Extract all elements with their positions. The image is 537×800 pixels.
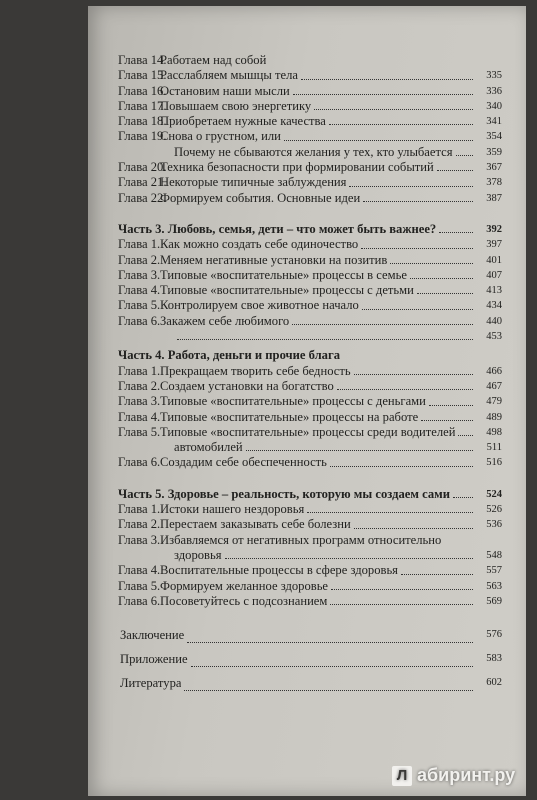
leader-dots [225, 558, 473, 559]
chapter-number: Глава 2. [118, 252, 161, 267]
chapter-number: Глава 4. [118, 563, 161, 578]
chapter-number: Глава 22. [118, 190, 167, 205]
entry-label [118, 129, 281, 144]
page-number: 511 [486, 442, 502, 454]
chapter-number: Глава 14. [118, 53, 167, 67]
leader-dots [187, 642, 473, 643]
page-number: 440 [486, 315, 502, 327]
part-title: Часть 5. Здоровье – реальность, которую мы создаем сами [118, 486, 450, 501]
leader-dots [330, 466, 473, 467]
toc-entry [118, 563, 502, 578]
page-number: 563 [486, 580, 502, 592]
toc-entry [118, 379, 502, 394]
entry-title: Расслабляем мышцы тела [160, 68, 298, 83]
entry-label [118, 68, 298, 83]
toc-entry [118, 440, 502, 455]
entry-label [118, 594, 327, 609]
chapter-number: Глава 5. [118, 578, 161, 593]
entry-title: Работаем над собой [160, 53, 267, 67]
entry-label [118, 425, 455, 440]
toc-part-5 [118, 487, 502, 502]
leader-dots [246, 450, 473, 451]
part-title: Часть 4. Работа, деньги и прочие блага [118, 348, 340, 363]
entry-label [118, 145, 453, 160]
leader-dots [330, 604, 473, 605]
entry-label [118, 84, 290, 99]
entry-label [118, 533, 441, 548]
leader-dots [437, 170, 473, 171]
page-number: 498 [486, 426, 502, 438]
entry-label [118, 563, 398, 578]
chapter-number: Глава 2. [118, 517, 161, 532]
toc-entry [118, 533, 502, 548]
entry-label [118, 647, 188, 671]
entry-title: Некоторые типичные заблуждения [160, 175, 347, 190]
page-number: 576 [486, 629, 502, 641]
toc-entry [118, 425, 502, 440]
entry-title: Типовые «воспитательные» процессы с детьми [160, 283, 414, 298]
leader-dots [390, 263, 473, 264]
toc-entry [118, 579, 502, 594]
entry-title: Посоветуйтесь с подсознанием [160, 593, 328, 608]
leader-dots [331, 589, 473, 590]
page-number: 602 [486, 677, 502, 689]
entry-label [118, 623, 184, 647]
leader-dots [293, 94, 473, 95]
entry-title: Остановим наши мысли [160, 83, 290, 98]
toc-back-matter [118, 623, 502, 695]
toc-entry [118, 283, 502, 298]
chapter-number: Глава 6. [118, 313, 161, 328]
chapter-number: Глава 15. [118, 68, 167, 83]
entry-label [118, 379, 334, 394]
page-number: 387 [486, 192, 502, 204]
chapter-number: Глава 6. [118, 455, 161, 470]
toc-entry [118, 623, 502, 647]
toc-entry [118, 314, 502, 329]
entry-label [118, 298, 359, 313]
entry-title: Типовые «воспитательные» процессы с деньгами [160, 394, 426, 409]
leader-dots [191, 666, 473, 667]
toc-entry [118, 502, 502, 517]
leader-dots [284, 140, 473, 141]
toc-entry [118, 298, 502, 313]
page-number: 526 [486, 504, 502, 516]
toc-entry [118, 594, 502, 609]
page-number: 489 [486, 411, 502, 423]
entry-title: Как можно создать себе одиночество [160, 237, 359, 252]
entry-title: Создадим себе обеспеченность [160, 455, 327, 470]
entry-label [118, 160, 434, 175]
chapter-number: Глава 5. [118, 298, 161, 313]
chapter-number: Глава 17. [118, 98, 167, 113]
leader-dots [307, 512, 473, 513]
labirint-logo-icon: Л [392, 766, 412, 786]
toc-entry [118, 114, 502, 129]
chapter-number: Глава 21. [118, 175, 167, 190]
entry-title: Создаем установки на богатство [160, 378, 334, 393]
table-of-contents [118, 53, 502, 695]
entry-title: Типовые «воспитательные» процессы среди водителей [160, 424, 456, 439]
toc-entry [118, 253, 502, 268]
chapter-number: Глава 5. [118, 424, 161, 439]
page-number: 453 [486, 331, 502, 343]
leader-dots [301, 79, 473, 80]
page-number: 413 [486, 285, 502, 297]
toc-entry [118, 548, 502, 563]
entry-label [118, 237, 358, 252]
chapter-number: Глава 18. [118, 114, 167, 129]
entry-title: Техника безопасности при формировании событий [160, 160, 434, 175]
chapter-number: Глава 1. [118, 363, 161, 378]
leader-dots [417, 293, 473, 294]
leader-dots [362, 309, 473, 310]
entry-title: Контролируем свое животное начало [160, 298, 359, 313]
leader-dots [292, 324, 473, 325]
toc-block-part2-end [118, 53, 502, 206]
chapter-number: Глава 3. [118, 267, 161, 282]
chapter-number: Глава 1. [118, 502, 161, 517]
page-number: 397 [486, 239, 502, 251]
page-number: 354 [486, 131, 502, 143]
site-watermark [392, 765, 515, 786]
toc-entry [118, 410, 502, 425]
page-number: 479 [486, 396, 502, 408]
chapter-number: Глава 3. [118, 394, 161, 409]
chapter-number: Глава 4. [118, 409, 161, 424]
leader-dots [177, 339, 473, 340]
page-number: 367 [486, 162, 502, 174]
toc-entry [118, 671, 502, 695]
leader-dots [314, 109, 473, 110]
entry-title: Воспитательные процессы в сфере здоровья [160, 563, 398, 578]
leader-dots [410, 278, 473, 279]
entry-title: Перестаем заказывать себе болезни [160, 517, 351, 532]
leader-dots [421, 420, 473, 421]
entry-title: Заключение [120, 628, 185, 643]
leader-dots [337, 389, 473, 390]
toc-entry [118, 145, 502, 160]
page-number: 467 [486, 380, 502, 392]
chapter-number: Глава 20. [118, 160, 167, 175]
page-number: 548 [486, 549, 502, 561]
entry-title: Приобретаем нужные качества [160, 114, 326, 129]
chapter-number: Глава 6. [118, 593, 161, 608]
leader-dots [453, 497, 473, 498]
entry-title: Истоки нашего нездоровья [160, 502, 305, 517]
entry-label [118, 440, 243, 455]
page-number: 434 [486, 300, 502, 312]
toc-entry [118, 84, 502, 99]
chapter-number: Глава 19. [118, 129, 167, 144]
entry-label [118, 502, 304, 517]
entry-title: Приложение [120, 652, 188, 667]
page-number: 401 [486, 254, 502, 266]
page-number: 536 [486, 519, 502, 531]
toc-entry [118, 68, 502, 83]
entry-label [118, 268, 407, 283]
page-number: 336 [486, 85, 502, 97]
leader-dots [184, 690, 473, 691]
entry-label [118, 99, 311, 114]
toc-entry [118, 394, 502, 409]
leader-dots [349, 186, 473, 187]
chapter-number: Глава 2. [118, 378, 161, 393]
entry-label [118, 53, 266, 68]
entry-title: Типовые «воспитательные» процессы в семье [160, 267, 407, 282]
entry-label [118, 283, 414, 298]
toc-entry [118, 237, 502, 252]
entry-label [118, 394, 426, 409]
toc-entry [118, 53, 502, 68]
page-number: 340 [486, 100, 502, 112]
entry-title: Формируем желанное здоровье [160, 578, 329, 593]
entry-title: Литература [120, 676, 182, 691]
entry-label [118, 455, 327, 470]
leader-dots [361, 248, 473, 249]
page-number: 378 [486, 177, 502, 189]
entry-label [118, 191, 360, 206]
toc-entry [118, 175, 502, 190]
entry-title: Закажем себе любимого [160, 313, 290, 328]
entry-title: Формируем события. Основные идеи [160, 190, 361, 205]
page-number: 392 [486, 223, 502, 235]
leader-dots [354, 374, 473, 375]
page-number: 341 [486, 116, 502, 128]
leader-dots [456, 155, 473, 156]
page-number: 583 [486, 653, 502, 665]
entry-label [118, 114, 326, 129]
entry-label [118, 175, 346, 190]
entry-label [118, 671, 181, 695]
page-number: 335 [486, 70, 502, 82]
entry-label [118, 517, 351, 532]
leader-dots [329, 124, 473, 125]
toc-entry [118, 364, 502, 379]
entry-title: Типовые «воспитательные» процессы на работе [160, 409, 419, 424]
entry-title: Почему не сбываются желания у тех, кто улыбается [174, 144, 453, 159]
page-number: 516 [486, 457, 502, 469]
toc-entry [118, 129, 502, 144]
page-number: 569 [486, 595, 502, 607]
entry-title: здоровья [174, 547, 222, 562]
entry-label [118, 579, 328, 594]
chapter-number: Глава 4. [118, 283, 161, 298]
page-number: 524 [486, 488, 502, 500]
toc-entry [118, 160, 502, 175]
page-number: 557 [486, 565, 502, 577]
toc-entry [118, 455, 502, 470]
part-title: Часть 3. Любовь, семья, дети – что может быть важнее? [118, 221, 437, 236]
entry-title: Повышаем свою энергетику [160, 98, 312, 113]
watermark-text: абиринт.ру [417, 765, 516, 785]
entry-title: автомобилей [174, 440, 243, 455]
leader-dots [363, 201, 473, 202]
chapter-number: Глава 3. [118, 532, 161, 547]
leader-dots [458, 435, 473, 436]
toc-block-part4 [118, 364, 502, 471]
toc-part-4 [118, 348, 502, 363]
toc-block-part3 [118, 237, 502, 344]
entry-title: Снова о грустном, или [160, 129, 281, 144]
chapter-number: Глава 1. [118, 237, 161, 252]
entry-label [118, 314, 289, 329]
toc-entry [118, 517, 502, 532]
entry-title: Прекращаем творить себе бедность [160, 363, 351, 378]
leader-dots [401, 574, 473, 575]
entry-label [118, 253, 387, 268]
toc-entry [118, 329, 502, 344]
toc-part-3 [118, 222, 502, 237]
toc-block-part5 [118, 502, 502, 609]
entry-label [118, 410, 418, 425]
toc-entry [118, 191, 502, 206]
entry-title: Избавляемся от негативных программ относительно [160, 532, 442, 547]
entry-title: Меняем негативные установки на позитив [160, 252, 388, 267]
toc-entry [118, 268, 502, 283]
page-number: 359 [486, 146, 502, 158]
page-number: 466 [486, 365, 502, 377]
leader-dots [429, 405, 473, 406]
chapter-number: Глава 16. [118, 83, 167, 98]
page-number: 407 [486, 269, 502, 281]
leader-dots [354, 528, 473, 529]
entry-label [118, 548, 222, 563]
leader-dots [439, 232, 473, 233]
entry-label [118, 364, 351, 379]
toc-entry [118, 99, 502, 114]
toc-entry [118, 647, 502, 671]
